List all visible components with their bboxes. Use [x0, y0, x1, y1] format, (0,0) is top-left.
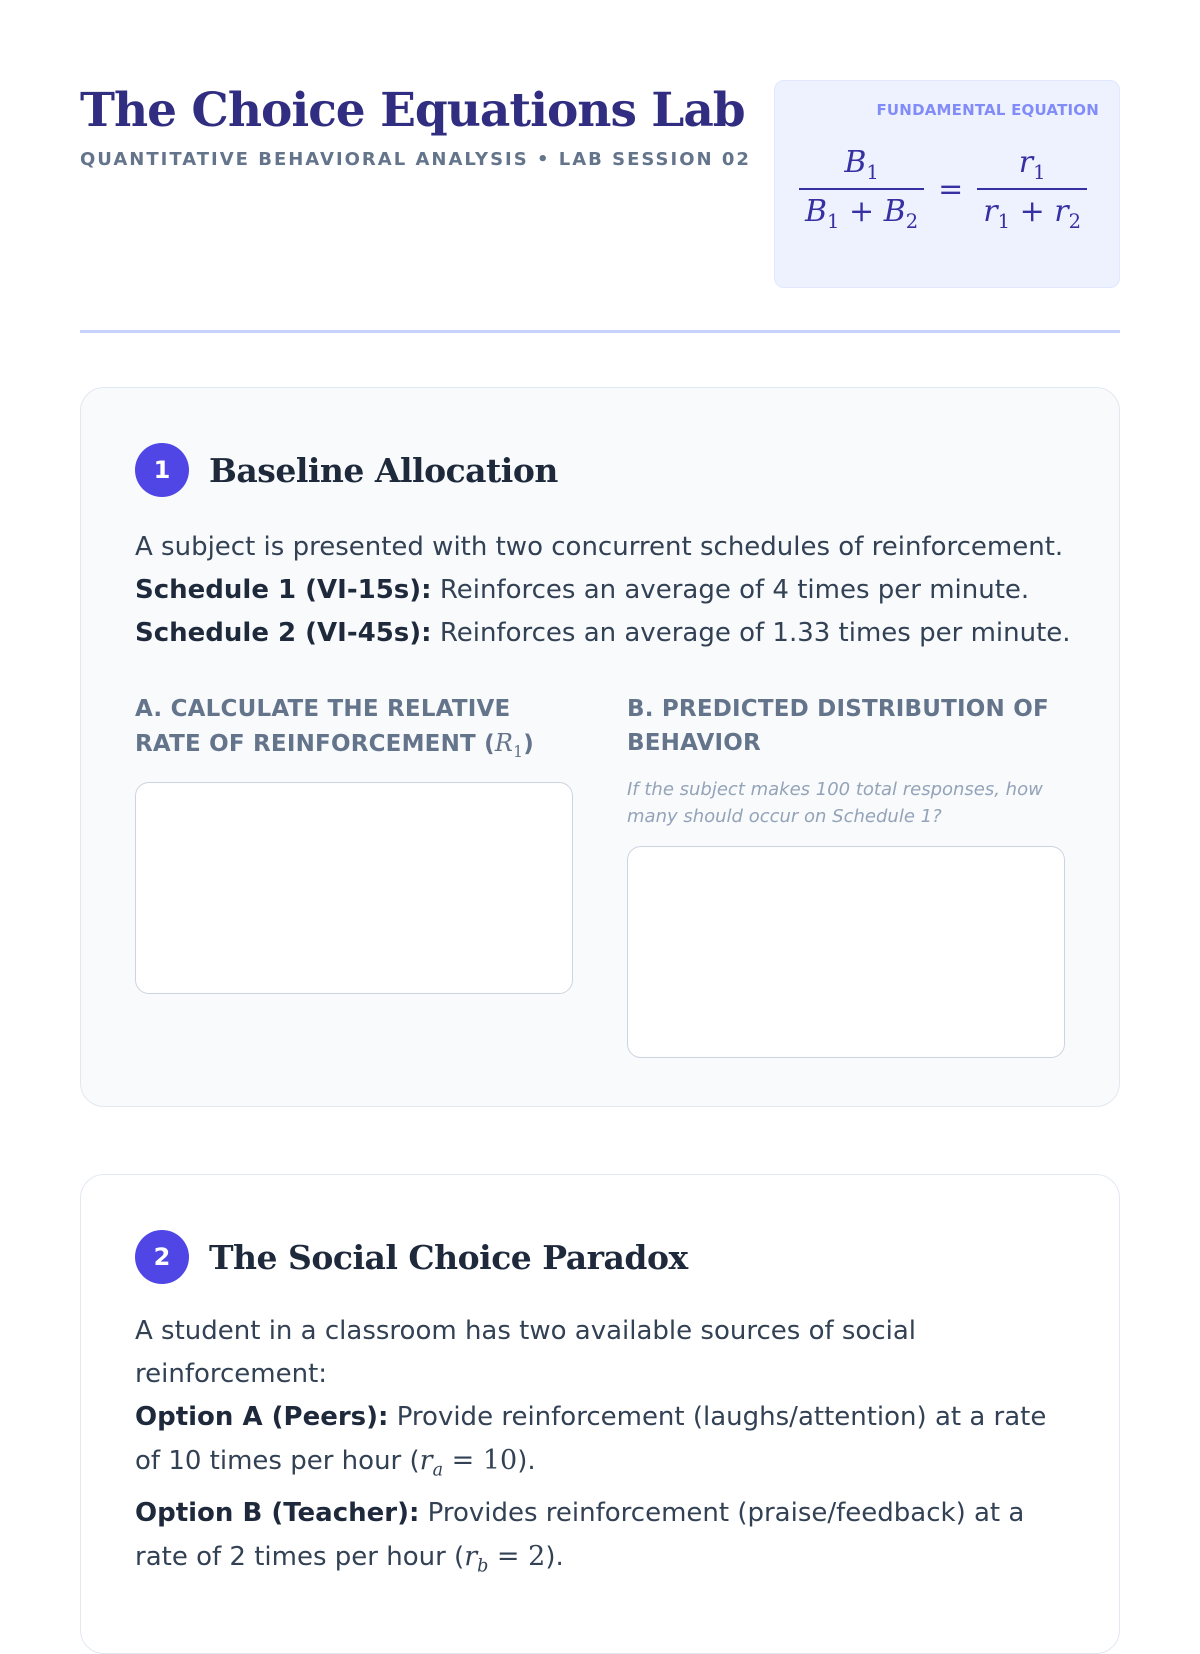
header-divider: [80, 330, 1120, 333]
schedule-1-line: [135, 569, 1075, 612]
section-header: [135, 1230, 688, 1284]
option-b-text: Provides reinforcement (praise/feedback) at a rate of 2 times per hour (: [135, 1498, 1025, 1573]
schedule-2-line: [135, 612, 1075, 655]
section-number-badge: 1: [135, 443, 189, 497]
matching-law-equation: [799, 145, 1087, 233]
option-b-line: Option B (Teacher): Provides reinforcement (praise/feedback) at a rate of 2 times per hour $(r_b = 2)$.: [135, 1498, 1025, 1577]
option-a-line: Option A (Peers): Provide reinforcement (laughs/attention) at a rate of 10 times per hour $(r_a = 10)$.: [135, 1402, 1047, 1481]
task-b: [627, 692, 1065, 1058]
behavior-ratio: $\frac{B_1}{B_1 + B_2}$: [799, 145, 924, 233]
schedule-2-text: Reinforces an average of 1.33 times per minute.: [431, 618, 1071, 648]
page-subtitle: QUANTITATIVE BEHAVIORAL ANALYSIS • LAB SESSION 02: [80, 149, 751, 170]
intro-text: A student in a classroom has two available sources of social reinforcement:: [135, 1316, 917, 1389]
section-title: Baseline Allocation: [209, 450, 558, 490]
intro-text: A subject is presented with two concurrent schedules of reinforcement.: [135, 532, 1064, 562]
section-description: [135, 1310, 1065, 1589]
task-a: [135, 692, 573, 994]
section-description: [135, 526, 1075, 655]
task-a-label: A. CALCULATE THE RELATIVE RATE OF REINFORCEMENT $(R_1)$: [135, 696, 534, 761]
reinforcement-ratio: $\frac{r_1}{r_1 + r_2}$: [977, 145, 1087, 233]
page-header: [80, 80, 1120, 290]
task-a-answer-field[interactable]: [135, 782, 573, 994]
fundamental-equation-card: [774, 80, 1120, 288]
section-header: [135, 443, 558, 497]
task-b-label: B. PREDICTED DISTRIBUTION OF BEHAVIOR: [627, 696, 1049, 756]
schedule-1-label: Schedule 1 (VI-15s):: [135, 575, 432, 605]
task-b-answer-field[interactable]: [627, 846, 1065, 1058]
section-title: The Social Choice Paradox: [209, 1237, 688, 1277]
section-social-choice-paradox: [80, 1174, 1120, 1654]
schedule-2-label: Schedule 2 (VI-45s):: [135, 618, 432, 648]
option-a-label: Option A (Peers):: [135, 1402, 389, 1432]
option-a-rate-formula: $r_a = 10$: [419, 1445, 518, 1481]
schedule-1-text: Reinforces an average of 4 times per minute.: [431, 575, 1030, 605]
option-b-label: Option B (Teacher):: [135, 1498, 420, 1529]
task-b-hint: If the subject makes 100 total responses, how many should occur on Schedule 1?: [627, 779, 1043, 827]
option-b-rate-formula: $r_b = 2$: [464, 1541, 546, 1577]
equals-sign: =: [938, 171, 964, 207]
page-title: The Choice Equations Lab: [80, 83, 745, 138]
section-baseline-allocation: [80, 387, 1120, 1107]
section-number-badge: 2: [135, 1230, 189, 1284]
option-a-text: Provide reinforcement (laughs/attention) at a rate of 10 times per hour (: [135, 1402, 1047, 1476]
equation-label: FUNDAMENTAL EQUATION: [876, 101, 1099, 119]
